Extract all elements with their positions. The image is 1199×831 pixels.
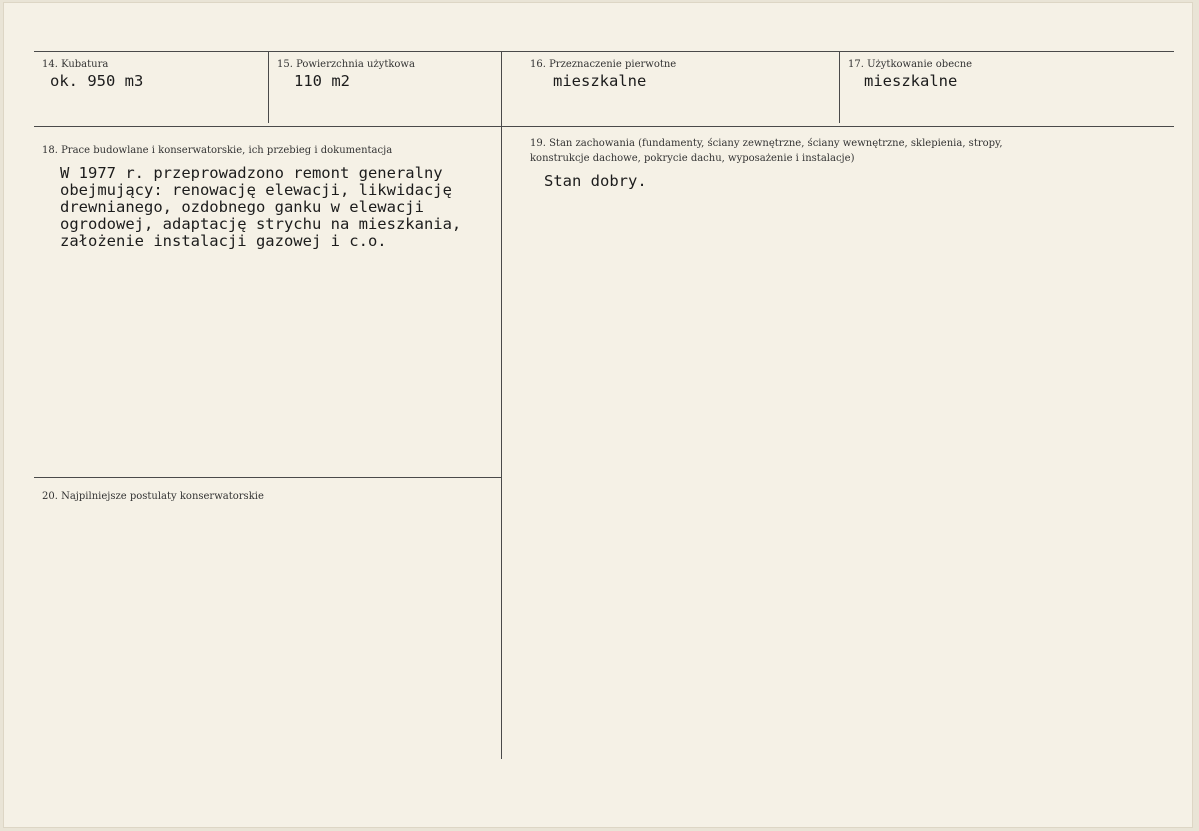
przeznaczenie-value: mieszkalne <box>553 72 647 90</box>
uzytkowanie-label: 17. Użytkowanie obecne <box>848 59 973 70</box>
prace-text <box>60 165 461 250</box>
prace-line: obejmujący: renowację elewacji, likwidację <box>60 181 452 199</box>
record-card <box>4 3 1192 827</box>
postulaty-label: 20. Najpilniejsze postulaty konserwatorskie <box>42 491 264 502</box>
divider-15-16 <box>501 51 502 127</box>
prace-line: ogrodowej, adaptację strychu na mieszkania, <box>60 215 462 233</box>
przeznaczenie-label: 16. Przeznaczenie pierwotne <box>530 59 677 70</box>
prace-line: W 1977 r. przeprowadzono remont generalny <box>60 164 443 182</box>
kubatura-label: 14. Kubatura <box>42 59 109 70</box>
top-rule <box>34 51 1174 52</box>
divider-14-15 <box>268 51 269 123</box>
prace-line: drewnianego, ozdobnego ganku w elewacji <box>60 198 424 216</box>
row-rule <box>34 126 1174 127</box>
main-column-divider <box>501 126 502 759</box>
stan-value: Stan dobry. <box>544 172 647 190</box>
stan-label-line1: 19. Stan zachowania (fundamenty, ściany zewnętrzne, ściany wewnętrzne, sklepienia, stropy, <box>530 138 1003 149</box>
powierzchnia-label: 15. Powierzchnia użytkowa <box>277 59 415 70</box>
kubatura-value: ok. 950 m3 <box>50 72 144 90</box>
stan-label-line2: konstrukcje dachowe, pokrycie dachu, wyposażenie i instalacje) <box>530 153 855 164</box>
prace-line: założenie instalacji gazowej i c.o. <box>60 232 387 250</box>
prace-label: 18. Prace budowlane i konserwatorskie, ich przebieg i dokumentacja <box>42 145 393 156</box>
divider-16-17 <box>839 51 840 123</box>
powierzchnia-value: 110 m2 <box>294 72 350 90</box>
section-20-rule <box>34 477 501 478</box>
uzytkowanie-value: mieszkalne <box>864 72 958 90</box>
